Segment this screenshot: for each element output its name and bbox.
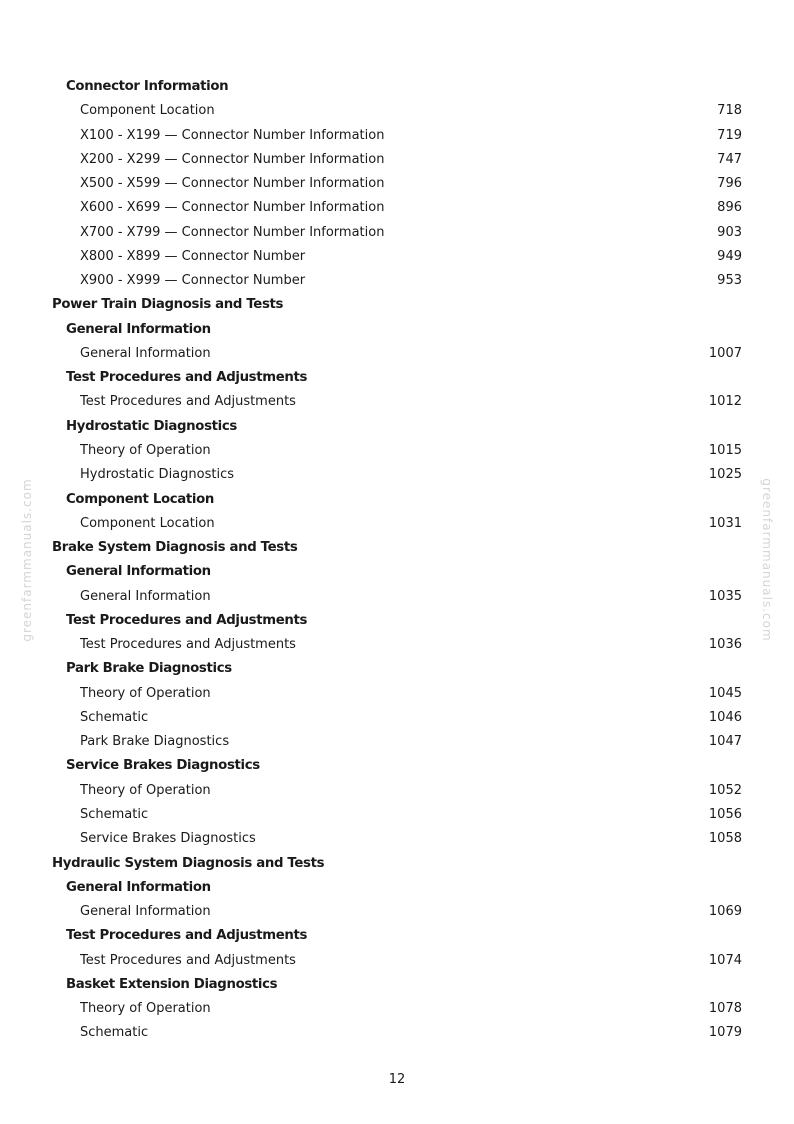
toc-entry-label: X100 - X199 — Connector Number Information	[80, 127, 385, 143]
toc-entry-label: Theory of Operation	[80, 782, 211, 798]
toc-entry[interactable]	[0, 779, 794, 803]
toc-entry-label: Schematic	[80, 709, 149, 725]
toc-entry-label: Component Location	[80, 515, 215, 531]
watermark-left: greenfarmmanuals.com	[20, 478, 34, 642]
toc-entry-label: Component Location	[80, 103, 215, 119]
toc-entry[interactable]	[0, 997, 794, 1021]
toc-subsection-heading[interactable]	[0, 75, 794, 99]
toc-entry[interactable]	[0, 148, 794, 172]
toc-entry[interactable]	[0, 342, 794, 366]
toc-entry-label: X500 - X599 — Connector Number Information	[80, 176, 385, 192]
toc-subsection-heading[interactable]	[0, 924, 794, 948]
toc-subsection-heading[interactable]	[0, 415, 794, 439]
toc-entry[interactable]	[0, 633, 794, 657]
toc-section-heading[interactable]	[0, 536, 794, 560]
toc-entry-label: Test Procedures and Adjustments	[80, 952, 296, 968]
toc-entry-label: X800 - X899 — Connector Number	[80, 248, 306, 264]
toc-entry-page-number: 719	[717, 127, 742, 143]
toc-section-heading[interactable]	[0, 852, 794, 876]
toc-entry-label: Park Brake Diagnostics	[80, 734, 230, 750]
toc-entry-label: Theory of Operation	[80, 1001, 211, 1017]
toc-entry-page-number: 1025	[708, 467, 742, 483]
toc-entry[interactable]	[0, 124, 794, 148]
toc-entry-label: Theory of Operation	[80, 685, 211, 701]
toc-entry[interactable]	[0, 390, 794, 414]
toc-entry-page-number: 1036	[708, 637, 742, 653]
toc-entry[interactable]	[0, 585, 794, 609]
toc-entry-label: General Information	[66, 564, 211, 580]
toc-entry-label: General Information	[66, 321, 211, 337]
toc-subsection-heading[interactable]	[0, 318, 794, 342]
toc-entry-label: X600 - X699 — Connector Number Information	[80, 200, 385, 216]
toc-entry-label: Schematic	[80, 1025, 149, 1041]
toc-subsection-heading[interactable]	[0, 366, 794, 390]
toc-entry-page-number: 1012	[708, 394, 742, 410]
toc-entry-label: Test Procedures and Adjustments	[66, 928, 308, 944]
toc-entry[interactable]	[0, 196, 794, 220]
toc-entry-page-number: 1079	[708, 1025, 742, 1041]
toc-subsection-heading[interactable]	[0, 876, 794, 900]
toc-entry-page-number: 1074	[708, 952, 742, 968]
toc-entry-label: General Information	[80, 345, 211, 361]
toc-entry-label: X900 - X999 — Connector Number	[80, 273, 306, 289]
toc-subsection-heading[interactable]	[0, 657, 794, 681]
toc-entry-page-number: 903	[717, 224, 742, 240]
toc-entry-label: Schematic	[80, 806, 149, 822]
toc-entry-page-number: 1045	[708, 685, 742, 701]
toc-entry-page-number: 1078	[708, 1001, 742, 1017]
toc-entry-label: Basket Extension Diagnostics	[66, 976, 278, 992]
toc-entry[interactable]	[0, 512, 794, 536]
toc-subsection-heading[interactable]	[0, 973, 794, 997]
toc-subsection-heading[interactable]	[0, 609, 794, 633]
toc-entry-label: General Information	[66, 879, 211, 895]
toc-entry-label: Hydrostatic Diagnostics	[66, 418, 237, 434]
toc-entry-label: Service Brakes Diagnostics	[80, 831, 256, 847]
toc-entry-label: Park Brake Diagnostics	[66, 661, 232, 677]
toc-entry[interactable]	[0, 269, 794, 293]
toc-entry-page-number: 1069	[708, 904, 742, 920]
toc-entry-label: Power Train Diagnosis and Tests	[52, 297, 284, 313]
toc-entry-label: X200 - X299 — Connector Number Information	[80, 151, 385, 167]
toc-subsection-heading[interactable]	[0, 488, 794, 512]
toc-entry-label: Brake System Diagnosis and Tests	[52, 540, 298, 556]
toc-entry[interactable]	[0, 706, 794, 730]
toc-subsection-heading[interactable]	[0, 754, 794, 778]
toc-entry-page-number: 1056	[708, 806, 742, 822]
toc-entry-label: Test Procedures and Adjustments	[80, 394, 296, 410]
toc-subsection-heading[interactable]	[0, 560, 794, 584]
toc-entry[interactable]	[0, 245, 794, 269]
toc-entry[interactable]	[0, 730, 794, 754]
toc-entry[interactable]	[0, 1021, 794, 1045]
toc-entry[interactable]	[0, 439, 794, 463]
toc-entry-label: Service Brakes Diagnostics	[66, 758, 260, 774]
toc-entry-label: Hydraulic System Diagnosis and Tests	[52, 855, 325, 871]
toc-entry-page-number: 747	[717, 151, 742, 167]
toc-entry[interactable]	[0, 827, 794, 851]
toc-entry[interactable]	[0, 221, 794, 245]
toc-entry-label: General Information	[80, 588, 211, 604]
toc-entry-page-number: 1031	[708, 515, 742, 531]
page-number: 12	[388, 1072, 406, 1087]
toc-entry-label: Theory of Operation	[80, 442, 211, 458]
watermark-right: greenfarmmanuals.com	[760, 478, 774, 642]
toc-entry[interactable]	[0, 172, 794, 196]
toc-entry-page-number: 1047	[708, 734, 742, 750]
toc-entry-label: Connector Information	[66, 79, 229, 94]
toc-entry-page-number: 896	[717, 200, 742, 216]
toc-entry-page-number: 1058	[708, 831, 742, 847]
toc-entry[interactable]	[0, 803, 794, 827]
toc-entry-label: Test Procedures and Adjustments	[66, 370, 308, 386]
toc-entry[interactable]	[0, 682, 794, 706]
toc-entry-page-number: 796	[717, 176, 742, 192]
toc-entry-page-number: 1046	[708, 709, 742, 725]
toc-section-heading[interactable]	[0, 293, 794, 317]
toc-entry-page-number: 1007	[708, 345, 742, 361]
toc-entry-label: Test Procedures and Adjustments	[80, 637, 296, 653]
toc-entry-page-number: 949	[717, 248, 742, 264]
toc-entry-page-number: 1052	[708, 782, 742, 798]
toc-entry[interactable]	[0, 949, 794, 973]
toc-entry-label: X700 - X799 — Connector Number Information	[80, 224, 385, 240]
toc-entry[interactable]	[0, 900, 794, 924]
toc-entry-page-number: 718	[717, 103, 742, 119]
toc-entry-label: Component Location	[66, 491, 215, 507]
toc-entry-label: Test Procedures and Adjustments	[66, 612, 308, 628]
toc-entry[interactable]	[0, 463, 794, 487]
table-of-contents	[0, 75, 794, 1046]
toc-entry-label: Hydrostatic Diagnostics	[80, 467, 234, 483]
toc-entry-page-number: 1015	[708, 442, 742, 458]
toc-entry-page-number: 953	[717, 273, 742, 289]
toc-entry-page-number: 1035	[708, 588, 742, 604]
toc-entry-label: General Information	[80, 904, 211, 920]
toc-entry[interactable]	[0, 99, 794, 123]
